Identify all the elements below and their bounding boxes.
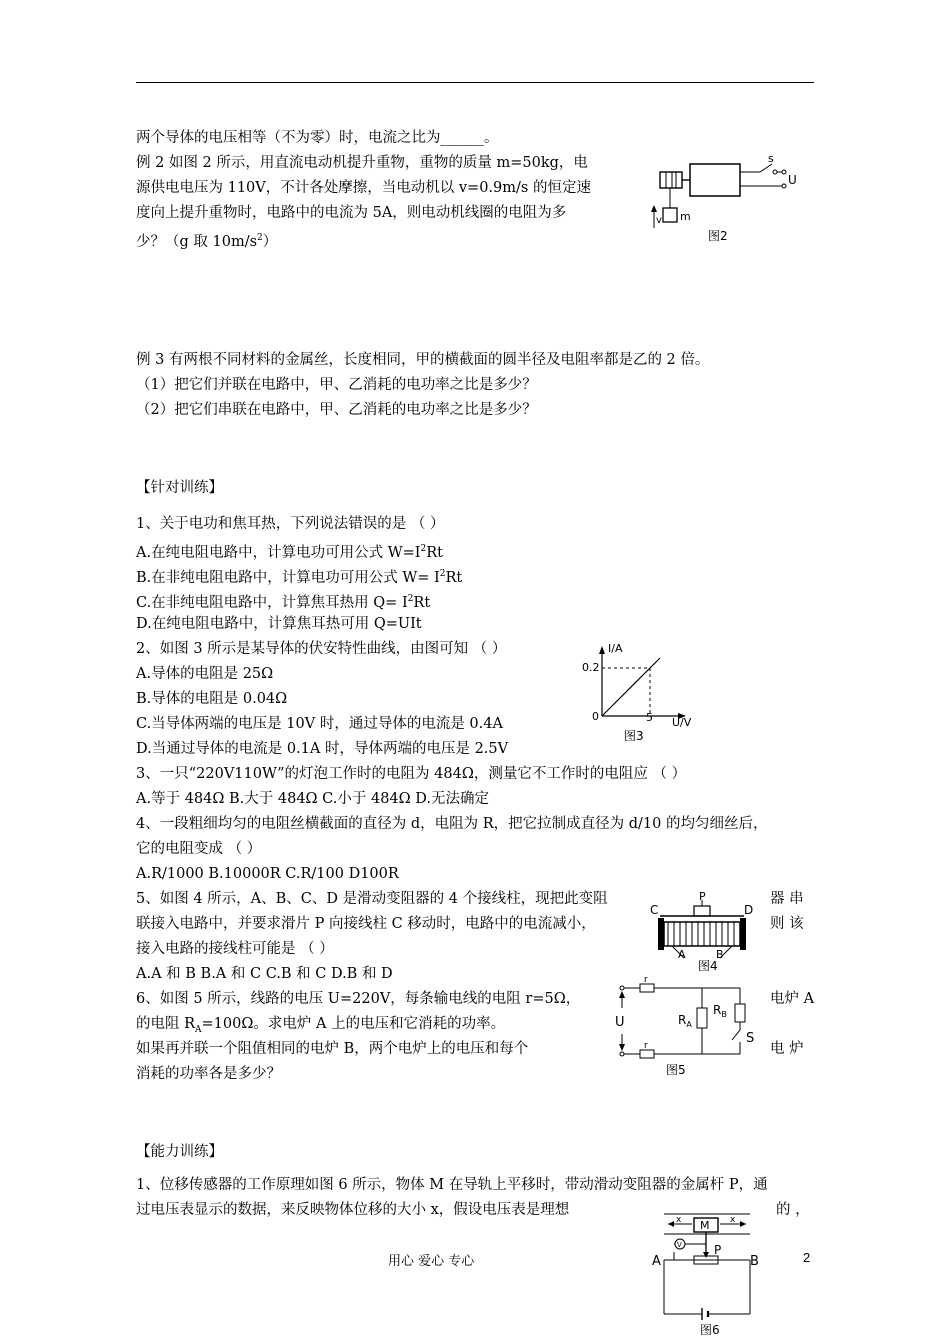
figure-4-rheostat: [648, 890, 760, 978]
option-line: D.在纯电阻电路中，计算焦耳热可用 Q=UIt: [136, 616, 422, 632]
fig3-caption: 图3: [624, 729, 644, 743]
fig2-label-m: m: [680, 210, 691, 223]
example3-line: 例 3 有两根不同材料的金属丝，长度相同，甲的横截面的圆半径及电阻率都是乙的 2 倍。: [136, 352, 710, 368]
fig4-label-c: C: [650, 903, 659, 917]
capability-question-1: 过电压表显示的数据，来反映物体位移的大小 x，假设电压表是理想: [136, 1202, 570, 1218]
question-5: 接入电路的接线柱可能是 （ ）: [136, 941, 334, 957]
capability-question-1: 的 ，: [776, 1202, 810, 1218]
example3-line: （2）把它们串联在电路中，甲、乙消耗的电功率之比是多少？: [136, 402, 537, 418]
fig5-label-r-bot: r: [644, 1041, 648, 1051]
option-line: A.等于 484Ω B.大于 484Ω C.小于 484Ω D.无法确定: [136, 791, 489, 807]
fig2-label-s: s: [768, 152, 774, 165]
fig2-label-u: U: [788, 173, 797, 187]
figure-6-sensor: [650, 1210, 765, 1340]
option-line: C.当导体两端的电压是 10V 时，通过导体的电流是 0.4A: [136, 716, 503, 732]
question-1: 1、关于电功和焦耳热，下列说法错误的是 （ ）: [136, 516, 445, 532]
fig6-label-p: P: [714, 1243, 722, 1257]
fig2-caption: 图2: [708, 229, 728, 243]
fig5-caption: 图5: [666, 1063, 686, 1077]
example2-line: 度向上提升重物时，电路中的电流为 5A，则电动机线圈的电阻为多: [136, 205, 567, 221]
fig3-origin: 0: [592, 710, 599, 723]
fig6-label-v: V: [677, 1241, 682, 1249]
option-line: A.导体的电阻是 25Ω: [136, 666, 274, 682]
question-5: 联接入电路中，并要求滑片 P 向接线柱 C 移动时，电路中的电流减小，: [136, 916, 596, 932]
question-6: 6、如图 5 所示，线路的电压 U=220V，每条输电线的电阻 r=5Ω，: [136, 991, 581, 1007]
question-6: 如果再并联一个阻值相同的电炉 B，两个电炉上的电压和每个: [136, 1041, 529, 1057]
option-line: A.R/1000 B.10000R C.R/100 D100R: [136, 866, 399, 882]
question-5: 5、如图 4 所示，A、B、C、D 是滑动变阻器的 4 个接线柱，现把此变阻: [136, 891, 608, 907]
capability-question-1: 1、位移传感器的工作原理如图 6 所示，物体 M 在导轨上平移时，带动滑动变阻器的金属杆 P，通: [136, 1177, 768, 1193]
fig5-label-u: U: [615, 1015, 625, 1030]
fig4-label-a: A: [678, 948, 686, 961]
fig6-label-a: A: [652, 1254, 661, 1269]
figure-3-iv-graph: [582, 640, 703, 745]
fig3-ylabel: I/A: [608, 642, 623, 655]
question-5: 则 该: [770, 916, 804, 932]
question-2: 2、如图 3 所示是某导体的伏安特性曲线，由图可知 （ ）: [136, 641, 507, 657]
question-5: 器 串: [770, 891, 804, 907]
fig4-label-p: P: [699, 890, 706, 903]
figure-5-circuit: [610, 975, 770, 1078]
option-line: B.在非纯电阻电路中，计算电功可用公式 $W= I^2Rt$: [136, 569, 463, 586]
option-line: C.在非纯电阻电路中，计算焦耳热用 $Q= I^2Rt$: [136, 594, 431, 611]
example3-line: （1）把它们并联在电路中，甲、乙消耗的电功率之比是多少？: [136, 377, 537, 393]
example2-line: 少？（g 取 $10m/s^2$）: [136, 233, 278, 250]
fig6-label-x-right: x: [730, 1215, 736, 1225]
option-line: D.当通过导体的电流是 0.1A 时，导体两端的电压是 2.5V: [136, 741, 509, 757]
fig6-caption: 图6: [700, 1323, 720, 1337]
option-line: B.导体的电阻是 0.04Ω: [136, 691, 288, 707]
question-6: 电 炉: [770, 1041, 804, 1057]
question-4: 它的电阻变成 （ ）: [136, 841, 262, 857]
fig5-label-s: S: [746, 1031, 755, 1046]
fig6-label-x-left: x: [676, 1215, 682, 1225]
question-6: 的电阻 $R_A=100\Omega$。求电炉 A 上的电压和它消耗的功率。: [136, 1016, 506, 1035]
question-3: 3、一只“220V110W”的灯泡工作时的电阻为 484Ω，测量它不工作时的电阻应 （ ）: [136, 766, 687, 782]
section-heading: 【能力训练】: [136, 1144, 223, 1160]
example2-line: 例 2 如图 2 所示，用直流电动机提升重物，重物的质量 m=50kg，电: [136, 155, 588, 171]
option-line: A.在纯电阻电路中，计算电功可用公式 $W=I^2Rt$: [136, 544, 443, 561]
option-line: A.A 和 B B.A 和 C C.B 和 C D.B 和 D: [136, 966, 393, 982]
figure-2-motor: [648, 150, 808, 250]
fig5-label-ra: $R_A$: [678, 1013, 692, 1029]
fig4-caption: 图4: [698, 959, 718, 973]
fig5-label-r-top: r: [644, 975, 648, 985]
fig4-label-b: B: [716, 948, 724, 961]
fig4-label-d: D: [744, 903, 754, 917]
fig3-ytick: 0.2: [582, 661, 600, 674]
fig2-label-v: v: [656, 215, 662, 226]
header-rule: [136, 82, 814, 83]
page-footer: 用心 爱心 专心: [388, 1254, 475, 1269]
example2-line: 源供电电压为 110V，不计各处摩擦，当电动机以 v=0.9m/s 的恒定速: [136, 180, 591, 196]
question-6: 消耗的功率各是多少？: [136, 1066, 281, 1082]
fig3-xlabel: U/V: [672, 716, 692, 729]
text-line: 两个导体的电压相等（不为零）时，电流之比为______。: [136, 130, 499, 146]
fig5-label-rb: $R_B$: [713, 1003, 727, 1019]
fig6-label-m: M: [700, 1219, 710, 1232]
fig3-xtick: 5: [646, 711, 653, 724]
page-number: 2: [803, 1250, 811, 1265]
question-4: 4、一段粗细均匀的电阻丝横截面的直径为 d，电阻为 R，把它拉制成直径为 d/10 的均匀细丝后，: [136, 816, 768, 832]
section-heading: 【针对训练】: [136, 480, 223, 496]
question-6: 电炉 A: [770, 991, 815, 1007]
fig6-label-b: B: [750, 1254, 759, 1269]
